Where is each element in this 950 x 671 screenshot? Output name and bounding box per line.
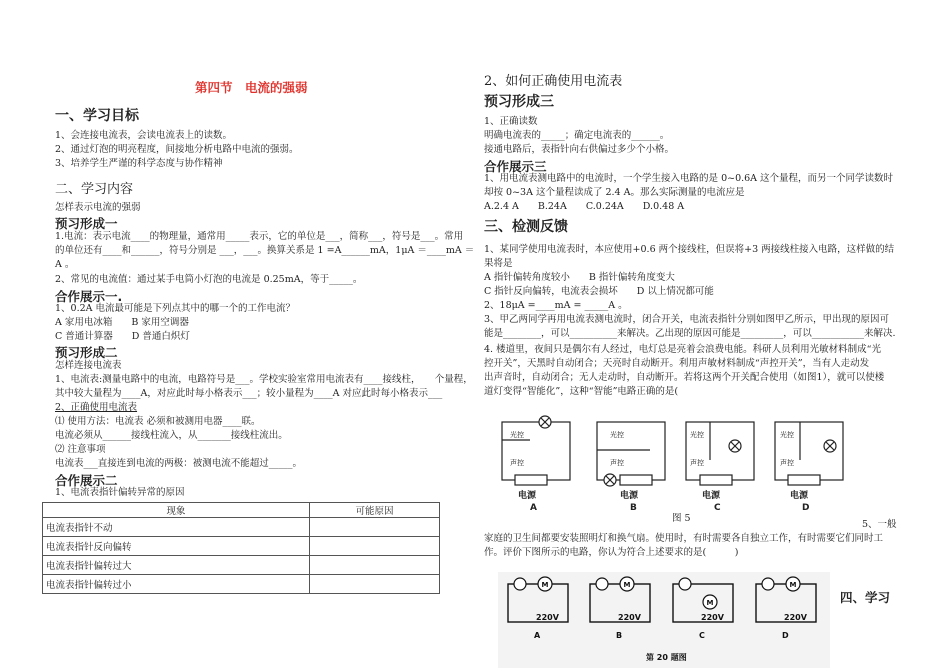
- question-text: 3、甲乙两同学再用电流表测电流时，闭合开关，电流表指针分别如图甲乙所示，甲出现的原因可: [484, 314, 890, 325]
- table-row: [43, 537, 440, 556]
- coop-heading-2: 合作展示二: [55, 473, 118, 488]
- table-row: [43, 556, 440, 575]
- question-text: 明确电流表的_____；确定电流表的______。: [484, 130, 670, 141]
- light-switch-label: 光控: [780, 431, 794, 439]
- question-text: ⑴ 使用方法：电流表 必须和被测用电器____联。: [55, 416, 261, 427]
- question-text: 电流必须从______接线柱流入，从_______接线柱流出。: [55, 430, 288, 441]
- choice-line: A.2.4 A B.24A C.0.24A D.0.48 A: [484, 201, 685, 212]
- option-label: B: [630, 503, 637, 513]
- preview-heading-1: 预习形成一: [55, 216, 118, 231]
- table-cell-empty[interactable]: [310, 518, 440, 537]
- table-header-cell: 可能原因: [310, 503, 440, 518]
- figure-caption: 图 5: [672, 513, 691, 524]
- voltage-label: 220V: [618, 613, 641, 622]
- question-text: 4. 楼道里，夜间只是偶尔有人经过，电灯总是亮着会浪费电能。科研人员利用光敏材料制成“光: [484, 344, 881, 355]
- table-cell-empty[interactable]: [310, 575, 440, 594]
- choice-line: A 指针偏转角度较小 B 指针偏转角度变大: [484, 272, 675, 283]
- goal-item: 1、会连接电流表，会读电流表上的读数。: [55, 130, 233, 141]
- question-text: 控开关”，天黑时自动闭合；天亮时自动断开。利用声敏材料制成“声控开关”，当有人走动发: [484, 358, 870, 369]
- question-text: 果将是: [484, 258, 513, 269]
- question-text: 1、0.2A 电流最可能是下列点其中的哪一个的工作电流？: [55, 303, 296, 314]
- option-label: A: [530, 503, 537, 513]
- voltage-label: 220V: [536, 613, 559, 622]
- section-heading-content: 二、学习内容: [55, 182, 134, 197]
- option-label: C: [714, 503, 721, 513]
- question-text: 作。评价下图所示的电路，你认为符合上述要求的是( ): [484, 547, 739, 558]
- voltage-label: 220V: [784, 613, 807, 622]
- subheading: 怎样连接电流表: [55, 360, 122, 371]
- table-title: 1、电流表指针偏转异常的原因: [55, 487, 185, 498]
- question-text: 接通电路后，表指针向右供偏过多少个小格。: [484, 144, 675, 155]
- table-row: [43, 518, 440, 537]
- figure-20-circuits: [498, 572, 830, 668]
- table-cell: 电流表指针偏转过大: [43, 556, 310, 575]
- question-text: 的单位还有____和______，符号分别是 ___，___。换算关系是 1 =A______mA，1μA ＝____mA ＝: [55, 245, 475, 256]
- option-label: A: [534, 631, 541, 640]
- table-cell: 电流表指针反向偏转: [43, 537, 310, 556]
- coop-heading-1: 合作展示一.: [55, 289, 123, 304]
- sound-switch-label: 声控: [510, 459, 524, 467]
- question-text: 出声音时，自动闭合；无人走动时，自动断开。若将这两个开关配合使用（如图1），就可以使楼: [484, 372, 885, 383]
- table-row: [43, 575, 440, 594]
- sound-switch-label: 声控: [690, 459, 704, 467]
- question-text: 1、电流表:测量电路中的电流，电路符号是___。学校实验室常用电流表有____接线柱， 个量程，: [55, 374, 473, 385]
- light-switch-label: 光控: [510, 431, 524, 439]
- question-text: A 。: [55, 259, 75, 270]
- section-heading-study: 四、学习: [840, 590, 891, 605]
- light-switch-label: 光控: [610, 431, 624, 439]
- section-heading-goals: 一、学习目标: [55, 108, 139, 124]
- preview-heading-3: 预习形成三: [484, 94, 554, 110]
- goal-item: 2、通过灯泡的明亮程度，间接地分析电路中电流的强弱。: [55, 144, 299, 155]
- table-cell-empty[interactable]: [310, 537, 440, 556]
- choice-line: C 普通计算器 D 普通白炽灯: [55, 331, 190, 342]
- question-text: 其中较大量程为____A，对应此时每小格表示___；较小量程为____A 对应此时每小格表示___: [55, 388, 443, 399]
- question-text: 1、某同学使用电流表时，本应使用+0.6 两个接线柱，但误将+3 两接线柱接入电路，这样做的结: [484, 244, 895, 255]
- choice-line: C 指针反向偏转，电流表会损坏 D 以上情况都可能: [484, 286, 714, 297]
- question-text: 1.电流：表示电流____的物理量，通常用_____表示，它的单位是___，简称___，符号是___。常用: [55, 231, 464, 242]
- choice-line: A 家用电冰箱 B 家用空调器: [55, 317, 189, 328]
- power-label: 电源: [702, 491, 721, 501]
- question-text: 能是________，可以__________来解决。乙出现的原因可能是_________，可以___________来解决.: [484, 328, 896, 339]
- reason-table: [42, 502, 440, 594]
- preview-heading-2: 预习形成二: [55, 345, 118, 360]
- section-heading-feedback: 三、检测反馈: [484, 219, 568, 235]
- table-header-row: [43, 503, 440, 518]
- goal-item: 3、培养学生严谨的科学态度与协作精神: [55, 158, 223, 169]
- table-header-cell: 现象: [43, 503, 310, 518]
- question-text: 家庭的卫生间都要安装照明灯和换气扇。使用时，有时需要各自独立工作，有时需要它们同时工: [484, 533, 884, 544]
- table-cell: 电流表指针偏转过小: [43, 575, 310, 594]
- voltage-label: 220V: [701, 613, 724, 622]
- power-label: 电源: [790, 491, 809, 501]
- sound-switch-label: 声控: [610, 459, 624, 467]
- question-text: 却按 0~3A 这个量程读成了 2.4 A。那么实际测量的电流应是: [484, 187, 745, 198]
- figure-5-circuits: [490, 410, 870, 525]
- page-title: 第四节 电流的强弱: [195, 80, 308, 95]
- question-heading: 2、如何正确使用电流表: [484, 74, 623, 89]
- question-text: 1、用电流表测电路中的电流时，一个学生接入电路的是 0~0.6A 这个量程，而另一个同学读数时: [484, 173, 894, 184]
- question-text: 2、18μA =____mA = _____A 。: [484, 300, 628, 311]
- motor-icon: M: [623, 581, 631, 589]
- option-label: D: [802, 503, 810, 513]
- motor-icon: M: [706, 599, 714, 607]
- subheading-underlined: 2、正确使用电流表: [55, 402, 138, 413]
- power-label: 电源: [620, 491, 639, 501]
- light-switch-label: 光控: [690, 431, 704, 439]
- power-label: 电源: [518, 491, 537, 501]
- sound-switch-label: 声控: [780, 459, 794, 467]
- question-text: 1、正确读数: [484, 116, 538, 127]
- question-text: 2、常见的电流值：通过某手电筒小灯泡的电流是 0.25mA，等于_____。: [55, 274, 363, 285]
- option-label: D: [782, 631, 789, 640]
- motor-icon: M: [541, 581, 549, 589]
- subheading: 怎样表示电流的强弱: [55, 202, 141, 213]
- question-text: ⑵ 注意事项: [55, 444, 106, 455]
- question-text: 电流表___直接连到电流的两极：被测电流不能超过_____。: [55, 458, 303, 469]
- motor-icon: M: [789, 581, 797, 589]
- coop-heading-3: 合作展示三: [484, 159, 547, 174]
- question-number: 5、一般: [862, 519, 897, 530]
- table-cell: 电流表指针不动: [43, 518, 310, 537]
- question-text: 道灯变得“智能化”，这种“智能”电路正确的是(: [484, 386, 679, 397]
- option-label: C: [699, 631, 705, 640]
- figure-caption: 第 20 题图: [646, 653, 687, 662]
- table-cell-empty[interactable]: [310, 556, 440, 575]
- option-label: B: [616, 631, 623, 640]
